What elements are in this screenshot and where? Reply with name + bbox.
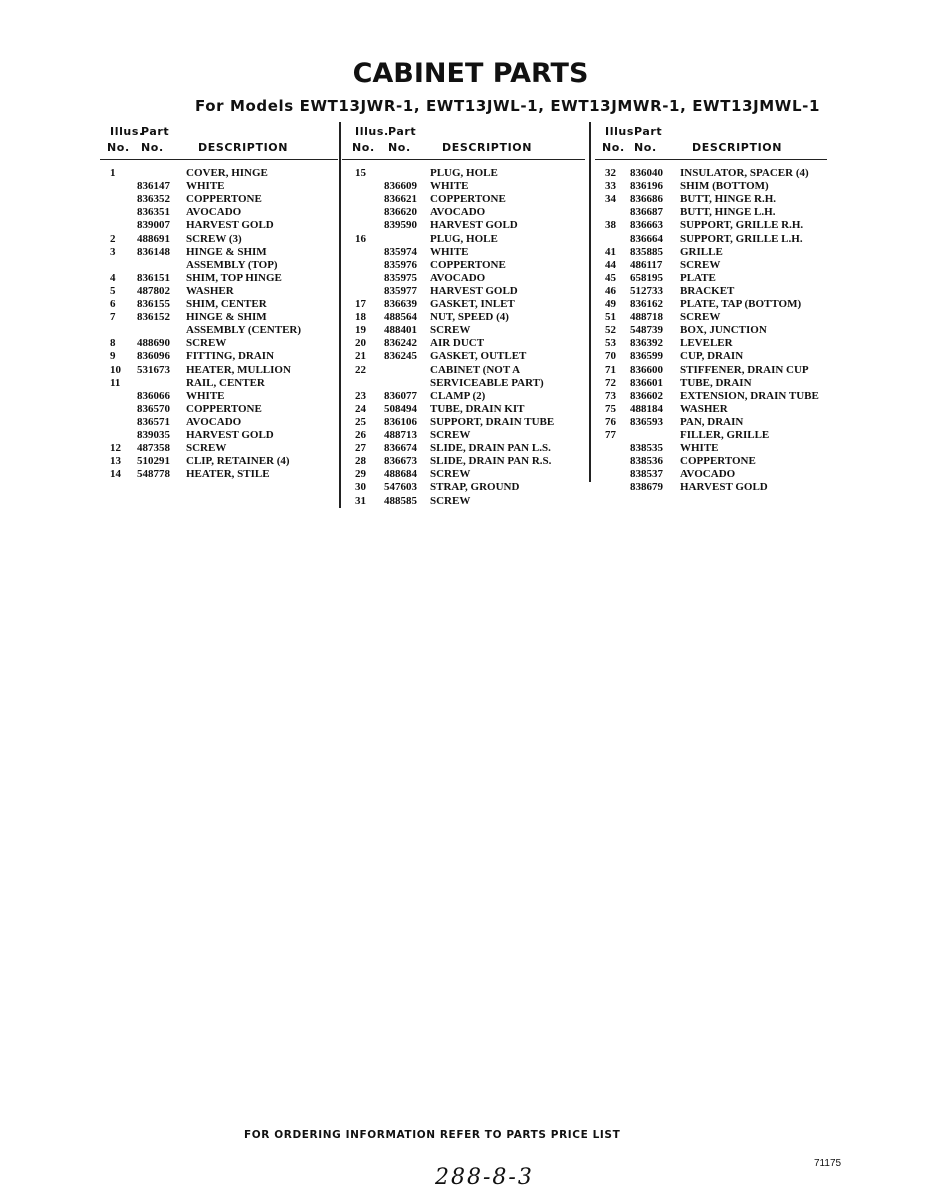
page-title: CABINET PARTS <box>352 58 589 89</box>
part-row <box>342 364 585 377</box>
header-illus-no: No. <box>352 141 375 154</box>
illus-number: 19 <box>355 324 366 337</box>
header-description: DESCRIPTION <box>442 141 533 154</box>
part-row <box>342 324 585 337</box>
part-description: COPPERTONE <box>186 402 262 415</box>
illus-number: 52 <box>605 324 616 337</box>
illus-number: 20 <box>355 337 366 350</box>
illus-number: 17 <box>355 298 366 310</box>
part-description: CLIP, RETAINER (4) <box>186 455 290 468</box>
illus-number: 45 <box>605 271 616 284</box>
illus-number: 53 <box>605 337 616 350</box>
part-number: 486117 <box>630 258 663 271</box>
illus-number: 31 <box>355 494 366 507</box>
illus-number: 11 <box>110 376 121 389</box>
part-number: 839590 <box>384 219 417 232</box>
header-rule <box>595 159 827 160</box>
part-description: SCREW <box>680 311 721 324</box>
part-description: WASHER <box>186 284 234 297</box>
part-row <box>342 311 585 324</box>
part-number: 836351 <box>137 206 170 219</box>
part-row <box>342 455 585 468</box>
part-description: COPPERTONE <box>430 258 506 271</box>
header-illus: Illus. <box>110 125 144 138</box>
part-row <box>595 350 827 363</box>
part-description: FILLER, GRILLE <box>680 429 770 441</box>
part-number: 836571 <box>137 415 170 428</box>
part-number: 835977 <box>384 284 417 297</box>
part-row <box>342 246 585 259</box>
part-row <box>100 403 338 416</box>
part-description: CLAMP (2) <box>430 389 486 402</box>
part-row <box>342 495 585 508</box>
part-description: PAN, DRAIN <box>680 415 744 428</box>
illus-number: 49 <box>605 298 616 310</box>
part-number: 836147 <box>137 180 170 193</box>
part-number: 487802 <box>137 284 170 297</box>
part-description: AVOCADO <box>680 468 736 481</box>
part-description: BRACKET <box>680 284 735 297</box>
part-row <box>595 324 827 337</box>
part-row <box>100 219 338 232</box>
part-row <box>595 429 827 442</box>
part-description: PLATE <box>680 271 716 284</box>
part-row <box>595 390 827 403</box>
part-row <box>595 259 827 272</box>
part-row <box>342 429 585 442</box>
part-description: HEATER, MULLION <box>186 363 291 376</box>
header-illus-no: No. <box>107 141 130 154</box>
illus-number: 28 <box>355 455 366 468</box>
part-row <box>100 167 338 180</box>
illus-number: 16 <box>355 232 366 245</box>
part-row <box>100 246 338 259</box>
part-number: 488564 <box>384 311 417 324</box>
part-number: 836601 <box>630 376 663 389</box>
part-row <box>595 167 827 180</box>
part-number: 836602 <box>630 389 663 402</box>
part-description: HINGE & SHIM <box>186 311 267 324</box>
part-description: WHITE <box>186 389 225 402</box>
part-number: 547603 <box>384 481 417 494</box>
part-number: 487358 <box>137 442 170 455</box>
illus-number: 26 <box>355 429 366 441</box>
part-number: 836593 <box>630 415 663 428</box>
part-number: 838535 <box>630 442 663 455</box>
part-row <box>342 468 585 481</box>
ordering-footer: FOR ORDERING INFORMATION REFER TO PARTS PRICE LIST <box>244 1129 621 1141</box>
part-row <box>342 337 585 350</box>
illus-number: 22 <box>355 363 366 376</box>
header-part: Part <box>634 125 663 138</box>
part-number: 488684 <box>384 468 417 481</box>
illus-number: 8 <box>110 337 116 350</box>
part-number: 835975 <box>384 271 417 284</box>
part-number: 836077 <box>384 389 417 402</box>
part-description: RAIL, CENTER <box>186 376 265 389</box>
part-description: EXTENSION, DRAIN TUBE <box>680 389 819 402</box>
illus-number: 70 <box>605 350 616 363</box>
part-description: COPPERTONE <box>680 455 756 468</box>
part-row <box>100 324 338 337</box>
part-description: GASKET, INLET <box>430 298 515 310</box>
part-description: CABINET (NOT A <box>430 363 521 376</box>
part-row <box>595 219 827 232</box>
part-description: FITTING, DRAIN <box>186 350 275 363</box>
part-number: 836663 <box>630 219 663 232</box>
part-row <box>342 390 585 403</box>
part-description: HARVEST GOLD <box>186 429 274 441</box>
part-row <box>100 180 338 193</box>
part-description: AIR DUCT <box>430 337 485 350</box>
illus-number: 6 <box>110 298 116 310</box>
illus-number: 15 <box>355 167 366 179</box>
part-number: 488713 <box>384 429 417 441</box>
part-row <box>595 193 827 206</box>
part-description: PLATE, TAP (BOTTOM) <box>680 298 802 310</box>
illus-number: 10 <box>110 363 121 376</box>
part-description: STIFFENER, DRAIN CUP <box>680 363 809 376</box>
part-number: 531673 <box>137 363 170 376</box>
part-description: SUPPORT, GRILLE L.H. <box>680 232 803 245</box>
part-description: GRILLE <box>680 245 723 258</box>
part-description: AVOCADO <box>430 271 486 284</box>
part-number: 836040 <box>630 167 663 179</box>
part-number: 838679 <box>630 481 663 494</box>
part-number: 836106 <box>384 415 417 428</box>
illus-number: 33 <box>605 180 616 193</box>
part-description: TUBE, DRAIN KIT <box>430 402 525 415</box>
part-row <box>342 481 585 494</box>
part-row <box>100 298 338 311</box>
illus-number: 18 <box>355 311 366 324</box>
part-description: HEATER, STILE <box>186 468 270 481</box>
part-description: PLUG, HOLE <box>430 167 498 179</box>
part-number: 488718 <box>630 311 663 324</box>
part-row <box>100 442 338 455</box>
part-description: COVER, HINGE <box>186 167 268 179</box>
part-description: GASKET, OUTLET <box>430 350 527 363</box>
part-description: STRAP, GROUND <box>430 481 520 494</box>
part-row <box>595 337 827 350</box>
part-description: SCREW <box>186 442 227 455</box>
part-description: WHITE <box>430 180 469 193</box>
part-row <box>595 206 827 219</box>
part-description: SCREW <box>430 324 471 337</box>
models-subtitle: For Models EWT13JWR-1, EWT13JWL-1, EWT13JMWR-1, EWT13JMWL-1 <box>195 97 820 115</box>
part-row <box>595 311 827 324</box>
part-row <box>342 206 585 219</box>
part-row <box>595 298 827 311</box>
part-row <box>100 272 338 285</box>
part-row <box>595 416 827 429</box>
part-number: 835885 <box>630 245 663 258</box>
part-row <box>100 429 338 442</box>
part-number: 836151 <box>137 271 170 284</box>
illus-number: 14 <box>110 468 121 481</box>
part-number: 836392 <box>630 337 663 350</box>
part-description: WHITE <box>430 245 469 258</box>
part-description: SHIM, CENTER <box>186 298 267 310</box>
header-part-no: No. <box>634 141 657 154</box>
illus-number: 4 <box>110 271 116 284</box>
part-row <box>100 311 338 324</box>
part-row <box>100 193 338 206</box>
part-number: 836162 <box>630 298 663 310</box>
illus-number: 38 <box>605 219 616 232</box>
column-divider <box>339 122 341 508</box>
part-row <box>342 233 585 246</box>
illus-number: 3 <box>110 245 116 258</box>
part-number: 548739 <box>630 324 663 337</box>
illus-number: 1 <box>110 167 116 179</box>
part-row <box>595 180 827 193</box>
illus-number: 27 <box>355 442 366 455</box>
part-number: 658195 <box>630 271 663 284</box>
illus-number: 34 <box>605 193 616 206</box>
part-description: COPPERTONE <box>186 193 262 206</box>
part-number: 488585 <box>384 494 417 507</box>
part-description: AVOCADO <box>430 206 486 219</box>
part-row <box>595 442 827 455</box>
header-illus-no: No. <box>602 141 625 154</box>
part-row <box>595 364 827 377</box>
part-number: 836152 <box>137 311 170 324</box>
part-row <box>100 468 338 481</box>
part-number: 836196 <box>630 180 663 193</box>
header-description: DESCRIPTION <box>198 141 289 154</box>
header-description: DESCRIPTION <box>692 141 783 154</box>
illus-number: 72 <box>605 376 616 389</box>
illus-number: 44 <box>605 258 616 271</box>
part-row <box>342 259 585 272</box>
illus-number: 25 <box>355 415 366 428</box>
illus-number: 32 <box>605 167 616 179</box>
part-number: 836609 <box>384 180 417 193</box>
illus-number: 73 <box>605 389 616 402</box>
illus-number: 29 <box>355 468 366 481</box>
part-row <box>342 180 585 193</box>
part-row <box>595 403 827 416</box>
illus-number: 12 <box>110 442 121 455</box>
part-description: SCREW <box>430 494 471 507</box>
part-row <box>100 350 338 363</box>
document-code: 71175 <box>814 1158 842 1169</box>
part-description: TUBE, DRAIN <box>680 376 752 389</box>
illus-number: 23 <box>355 389 366 402</box>
part-description: BUTT, HINGE L.H. <box>680 206 776 219</box>
part-row <box>595 468 827 481</box>
part-description: CUP, DRAIN <box>680 350 744 363</box>
part-number: 839007 <box>137 219 170 232</box>
part-description: BOX, JUNCTION <box>680 324 767 337</box>
part-number: 836352 <box>137 193 170 206</box>
part-row <box>100 390 338 403</box>
header-part: Part <box>141 125 170 138</box>
header-rule <box>100 159 338 160</box>
part-number: 838536 <box>630 455 663 468</box>
part-row <box>595 272 827 285</box>
part-description: SUPPORT, DRAIN TUBE <box>430 415 555 428</box>
header-part-no: No. <box>141 141 164 154</box>
part-description: LEVELER <box>680 337 733 350</box>
part-row <box>342 298 585 311</box>
column-divider <box>589 122 591 482</box>
part-row <box>100 455 338 468</box>
header-part-no: No. <box>388 141 411 154</box>
part-description: SHIM, TOP HINGE <box>186 271 282 284</box>
part-number: 488184 <box>630 402 663 415</box>
illus-number: 71 <box>605 363 616 376</box>
header-illus: Illus. <box>605 125 639 138</box>
part-number: 836686 <box>630 193 663 206</box>
part-number: 836664 <box>630 232 663 245</box>
part-number: 836639 <box>384 298 417 310</box>
part-description: ASSEMBLY (TOP) <box>186 258 278 271</box>
part-row <box>342 403 585 416</box>
part-description: ASSEMBLY (CENTER) <box>186 324 302 337</box>
part-description: SLIDE, DRAIN PAN L.S. <box>430 442 551 455</box>
part-number: 839035 <box>137 429 170 441</box>
part-number: 836155 <box>137 298 170 310</box>
part-description: NUT, SPEED (4) <box>430 311 509 324</box>
part-description: AVOCADO <box>186 206 242 219</box>
part-row <box>100 416 338 429</box>
part-number: 835976 <box>384 258 417 271</box>
part-description: SHIM (BOTTOM) <box>680 180 769 193</box>
illus-number: 76 <box>605 415 616 428</box>
part-row <box>100 206 338 219</box>
part-number: 836570 <box>137 402 170 415</box>
part-number: 836245 <box>384 350 417 363</box>
part-number: 836621 <box>384 193 417 206</box>
part-number: 836673 <box>384 455 417 468</box>
part-description: SUPPORT, GRILLE R.H. <box>680 219 804 232</box>
part-number: 836242 <box>384 337 417 350</box>
part-number: 835974 <box>384 245 417 258</box>
part-row <box>595 455 827 468</box>
part-row <box>100 285 338 298</box>
part-number: 488690 <box>137 337 170 350</box>
illus-number: 41 <box>605 245 616 258</box>
part-row <box>342 442 585 455</box>
part-description: SCREW (3) <box>186 232 242 245</box>
part-description: SLIDE, DRAIN PAN R.S. <box>430 455 552 468</box>
part-description: SCREW <box>680 258 721 271</box>
header-rule <box>342 159 585 160</box>
illus-number: 9 <box>110 350 116 363</box>
part-description: WHITE <box>680 442 719 455</box>
part-row <box>100 259 338 272</box>
part-description: HINGE & SHIM <box>186 245 267 258</box>
part-row <box>342 416 585 429</box>
handwritten-note: 288-8-3 <box>435 1165 534 1190</box>
part-row <box>100 337 338 350</box>
part-description: PLUG, HOLE <box>430 232 498 245</box>
part-row <box>595 481 827 494</box>
part-description: HARVEST GOLD <box>430 219 518 232</box>
part-number: 512733 <box>630 284 663 297</box>
part-number: 488401 <box>384 324 417 337</box>
part-description: SERVICEABLE PART) <box>430 376 544 389</box>
part-description: COPPERTONE <box>430 193 506 206</box>
illus-number: 24 <box>355 402 366 415</box>
header-illus: Illus. <box>355 125 389 138</box>
part-row <box>342 193 585 206</box>
part-description: AVOCADO <box>186 415 242 428</box>
part-number: 836620 <box>384 206 417 219</box>
part-description: HARVEST GOLD <box>430 284 518 297</box>
part-description: WHITE <box>186 180 225 193</box>
illus-number: 7 <box>110 311 116 324</box>
part-number: 836599 <box>630 350 663 363</box>
part-number: 838537 <box>630 468 663 481</box>
illus-number: 2 <box>110 232 116 245</box>
illus-number: 46 <box>605 284 616 297</box>
illus-number: 13 <box>110 455 121 468</box>
part-description: INSULATOR, SPACER (4) <box>680 167 809 179</box>
part-row <box>342 167 585 180</box>
part-number: 836066 <box>137 389 170 402</box>
part-row <box>100 233 338 246</box>
part-description: SCREW <box>430 468 471 481</box>
part-row <box>342 377 585 390</box>
part-description: SCREW <box>186 337 227 350</box>
part-row <box>342 285 585 298</box>
part-row <box>342 350 585 363</box>
part-row <box>595 233 827 246</box>
part-number: 836096 <box>137 350 170 363</box>
part-row <box>342 219 585 232</box>
part-row <box>595 377 827 390</box>
part-row <box>595 246 827 259</box>
illus-number: 30 <box>355 481 366 494</box>
part-number: 488691 <box>137 232 170 245</box>
part-number: 510291 <box>137 455 170 468</box>
part-number: 836148 <box>137 245 170 258</box>
part-description: BUTT, HINGE R.H. <box>680 193 777 206</box>
part-number: 836600 <box>630 363 663 376</box>
part-row <box>100 364 338 377</box>
part-number: 836687 <box>630 206 663 219</box>
part-number: 508494 <box>384 402 417 415</box>
part-description: WASHER <box>680 402 728 415</box>
illus-number: 77 <box>605 429 616 441</box>
part-description: HARVEST GOLD <box>680 481 768 494</box>
illus-number: 75 <box>605 402 616 415</box>
header-part: Part <box>388 125 417 138</box>
part-number: 548778 <box>137 468 170 481</box>
part-description: SCREW <box>430 429 471 441</box>
illus-number: 5 <box>110 284 116 297</box>
part-description: HARVEST GOLD <box>186 219 274 232</box>
part-row <box>100 377 338 390</box>
illus-number: 51 <box>605 311 616 324</box>
part-row <box>342 272 585 285</box>
illus-number: 21 <box>355 350 366 363</box>
part-row <box>595 285 827 298</box>
part-number: 836674 <box>384 442 417 455</box>
